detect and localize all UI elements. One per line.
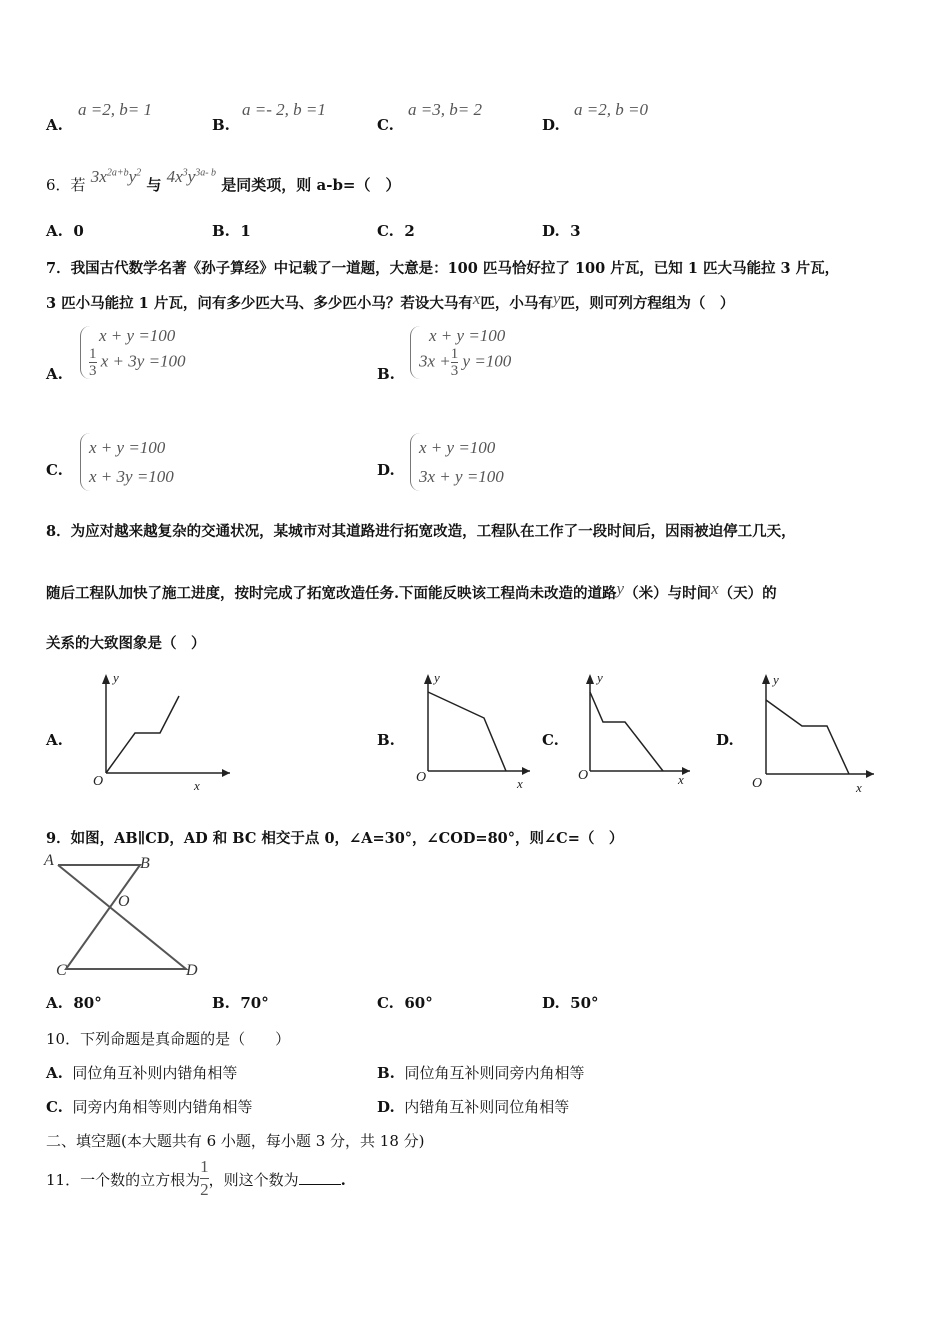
- q6-option-b: B. 1: [212, 222, 251, 240]
- q9-option-c: C. 60°: [377, 994, 433, 1012]
- q8-a-origin: O: [93, 774, 104, 789]
- q6-term1-yexp: 2: [136, 167, 142, 179]
- q6-term2-base: 4x: [166, 167, 183, 186]
- q7-line2: 3 匹小马能拉 1 片瓦，问有多少匹大马、多少匹小马？若设大马有x匹，小马有y匹，则可列方程组为（ ）: [46, 289, 735, 312]
- q7-option-d-label: D.: [377, 461, 395, 479]
- q8-graph-a: [90, 670, 230, 800]
- q9-point-o: O: [118, 893, 130, 910]
- q6-term1-y: y: [128, 167, 137, 186]
- q7-a-eq2: $\frac{1}{3}$ x + 3y =100: [89, 346, 186, 379]
- q6-prefix: 6．若: [46, 176, 86, 194]
- q5-option-d-label: D.: [542, 116, 560, 134]
- q8-graph-c: [578, 670, 693, 800]
- q8-line2: 随后工程队加快了施工进度，按时完成了拓宽改造任务.下面能反映该工程尚未改造的道路y（米）与时间x（天）的: [46, 579, 777, 602]
- q8-a-y-label: y: [113, 670, 119, 685]
- q10-option-a: A. 同位角互补则内错角相等: [46, 1064, 238, 1082]
- q7-b-eq2: 3x + $\frac{1}{3}$ y =100: [419, 346, 512, 379]
- q5-option-c-expr: a =3, b= 2: [408, 100, 482, 119]
- q10-option-c: C. 同旁内角相等则内错角相等: [46, 1098, 253, 1116]
- q11-answer-blank[interactable]: [299, 1184, 341, 1185]
- q8-d-x-label: x: [856, 780, 862, 795]
- q8-option-a-label: A.: [46, 731, 63, 749]
- q8-c-x-label: x: [678, 772, 684, 787]
- q7-option-c-system: [80, 433, 174, 491]
- section-2-heading: 二、填空题(本大题共有 6 小题，每小题 3 分，共 18 分): [46, 1132, 425, 1150]
- q5-option-a-label: A.: [46, 116, 63, 134]
- q9-point-d: D: [186, 962, 198, 979]
- q8-b-origin: O: [416, 770, 427, 785]
- q8-c-y-label: y: [597, 670, 603, 685]
- q7-option-a-system: [80, 326, 186, 379]
- q9-option-a: A. 80°: [46, 994, 102, 1012]
- q6-term1-base: 3x: [90, 167, 107, 186]
- q7-c-eq1: x + y =100: [89, 438, 166, 457]
- q6-option-d: D. 3: [542, 222, 581, 240]
- q7-b-eq1: x + y =100: [429, 326, 506, 345]
- q8-graph-b-line: [428, 692, 506, 771]
- q7-c-eq2: x + 3y =100: [89, 467, 174, 486]
- q5-option-b-expr: a =- 2, b =1: [242, 100, 326, 119]
- q7-option-a-label: A.: [46, 365, 63, 383]
- q8-b-x-label: x: [517, 776, 523, 791]
- question-11: 11．一个数的立方根为 $\frac{1}{2}$ ，则这个数为 .: [46, 1157, 346, 1199]
- q8-c-origin: O: [578, 768, 589, 783]
- q6-term1-exp: 2a+b: [106, 167, 129, 179]
- q9-option-b: B. 70°: [212, 994, 269, 1012]
- q5-option-d-expr: a =2, b =0: [574, 100, 648, 119]
- q8-line3: 关系的大致图象是（ ）: [46, 635, 206, 652]
- q6-term2: [167, 167, 216, 186]
- q8-d-y-label: y: [773, 672, 779, 687]
- q6-option-a: A. 0: [46, 222, 84, 240]
- q8-d-origin: O: [752, 776, 763, 791]
- q6-option-c: C. 2: [377, 222, 415, 240]
- q7-d-eq2: 3x + y =100: [419, 467, 504, 486]
- q6-term1: [91, 167, 141, 186]
- q7-option-b-label: B.: [377, 365, 395, 383]
- q7-var-y: y: [552, 289, 561, 308]
- q8-graph-c-line: [590, 692, 663, 771]
- q9-point-a: A: [44, 852, 54, 869]
- q7-option-b-system: [410, 326, 511, 379]
- q6-mid: 与: [146, 176, 162, 194]
- q6-term2-exp: 3: [182, 167, 188, 179]
- q10-option-b: B. 同位角互补则同旁内角相等: [377, 1064, 585, 1082]
- q5-option-b-label: B.: [212, 116, 230, 134]
- q6-term2-y: y: [187, 167, 196, 186]
- q7-option-d-system: [410, 433, 504, 491]
- q8-line1: 8．为应对越来越复杂的交通状况，某城市对其道路进行拓宽改造，工程队在工作了一段时间后，因雨被迫停工几天，: [46, 523, 796, 540]
- q7-var-x: x: [472, 289, 481, 308]
- q5-option-c-label: C.: [377, 116, 394, 134]
- q10-text: 10．下列命题是真命题的是（ ）: [46, 1030, 291, 1048]
- q8-graph-d-line: [766, 700, 849, 774]
- q8-graph-a-line: [106, 696, 179, 773]
- q8-a-x-label: x: [194, 778, 200, 793]
- q8-b-y-label: y: [434, 670, 440, 685]
- q7-option-c-label: C.: [46, 461, 63, 479]
- q7-d-eq1: x + y =100: [419, 438, 496, 457]
- q6-term2-yexp: 3a- b: [195, 167, 217, 179]
- q8-option-c-label: C.: [542, 731, 559, 749]
- q9-point-b: B: [140, 855, 150, 872]
- q8-option-b-label: B.: [377, 731, 395, 749]
- q10-option-d: D. 内错角互补则同位角相等: [377, 1098, 570, 1116]
- q9-option-d: D. 50°: [542, 994, 599, 1012]
- question-6: [46, 167, 401, 195]
- q7-line1: 7．我国古代数学名著《孙子算经》中记载了一道题，大意是：100 匹马恰好拉了 100 片瓦，已知 1 匹大马能拉 3 片瓦，: [46, 260, 840, 277]
- q6-tail: 是同类项，则 a-b=（ ）: [221, 176, 401, 194]
- q9-point-c: C: [56, 962, 67, 979]
- q7-a-eq1: x + y =100: [99, 326, 176, 345]
- q5-option-a-expr: a =2, b= 1: [78, 100, 152, 119]
- q8-option-d-label: D.: [716, 731, 734, 749]
- q9-text: 9．如图，AB∥CD，AD 和 BC 相交于点 0，∠A=30°，∠COD=80°，则∠C=（ ）: [46, 830, 624, 847]
- q8-graph-b: [412, 670, 532, 800]
